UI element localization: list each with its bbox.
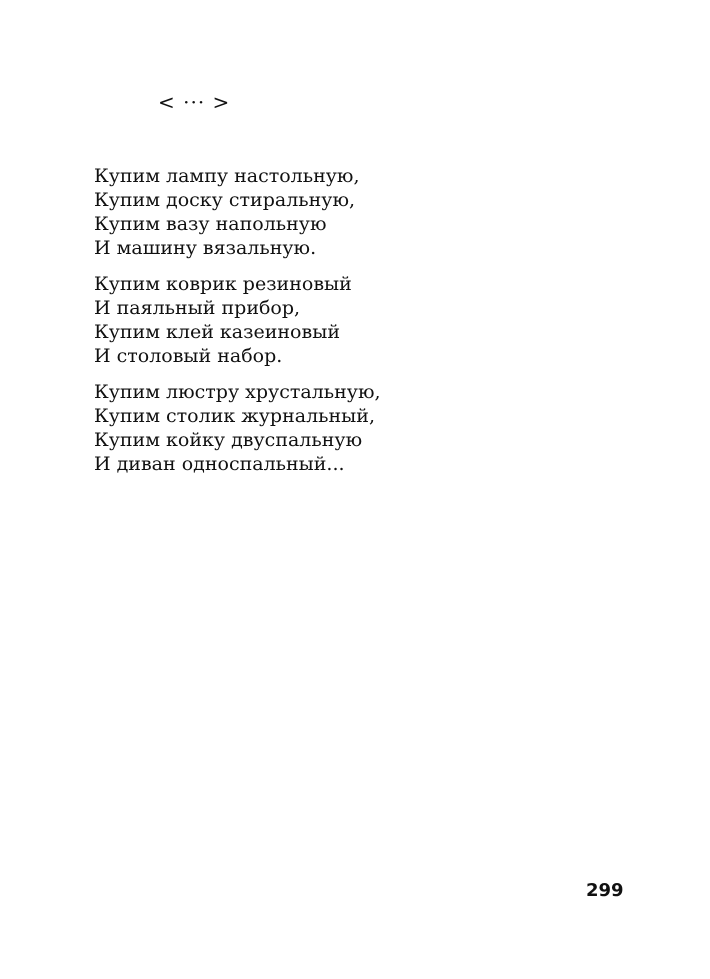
poem-line: Купим коврик резиновый [94, 273, 352, 295]
page-number: 299 [586, 880, 624, 901]
poem-line: И машину вязальную. [94, 237, 317, 259]
poem-line: Купим столик журнальный, [94, 405, 375, 427]
poem-line: И столовый набор. [94, 345, 283, 367]
poem [94, 164, 654, 488]
poem-line: И диван односпальный... [94, 453, 345, 475]
stanza-3 [94, 380, 654, 476]
section-marker: < ··· > [158, 90, 231, 114]
poem-line: Купим доску стиральную, [94, 189, 356, 211]
poem-line: Купим койку двуспальную [94, 429, 363, 451]
stanza-2 [94, 272, 654, 368]
poem-line: Купим клей казеиновый [94, 321, 340, 343]
poem-line: И паяльный прибор, [94, 297, 301, 319]
poem-line: Купим люстру хрустальную, [94, 381, 381, 403]
poem-line: Купим лампу настольную, [94, 165, 360, 187]
stanza-1 [94, 164, 654, 260]
poem-line: Купим вазу напольную [94, 213, 327, 235]
